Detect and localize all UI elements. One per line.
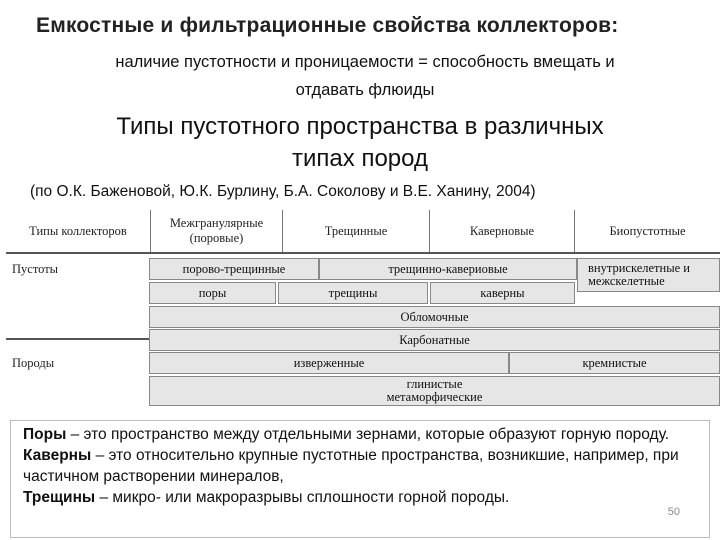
bar-pore-fracture	[149, 258, 319, 280]
definition-pores-term: Поры	[23, 426, 67, 443]
bar-carbonate-label: Карбонатные	[399, 332, 470, 347]
heading-line-1: Типы пустотного пространства в различных	[116, 113, 604, 140]
bar-fractures	[278, 282, 428, 304]
bar-carbonate	[149, 329, 720, 351]
bar-fractures-label: трещины	[328, 285, 378, 300]
bar-siliceous-label: кремнистые	[582, 355, 647, 370]
header-biovoid-label: Биопустотные	[609, 223, 686, 238]
bar-intra-skeletal-line-1: внутрискелетные и	[588, 261, 690, 275]
definition-fractures-term: Трещины	[23, 489, 96, 506]
bar-caverns-label: каверны	[480, 285, 525, 300]
definition-fractures-text: – микро- или макроразрывы сплошности горной породы.	[95, 489, 510, 506]
heading-line-2: типах пород	[292, 145, 428, 172]
bar-fracture-cavern	[319, 258, 577, 280]
definition-caverns-term: Каверны	[23, 447, 92, 464]
bar-igneous-label: изверженные	[293, 355, 365, 370]
definition-caverns-text: – это относительно крупные пустотные пространства, возникшие, например, при частичном растворении минералов,	[23, 447, 679, 485]
subtitle-line-1: наличие пустотности и проницаемости = способность вмещать и	[115, 53, 615, 71]
definition-pores	[23, 424, 701, 445]
header-fractured	[283, 210, 430, 252]
slide-subtitle	[20, 48, 710, 104]
bar-clastic-label: Обломочные	[400, 309, 469, 324]
bar-clastic	[149, 306, 720, 328]
row-label-voids: Пустоты	[12, 262, 59, 276]
bar-fracture-cavern-label: трещинно-кавериовые	[388, 261, 508, 276]
bar-clayey-line-2: метаморфические	[386, 390, 483, 404]
bar-caverns	[430, 282, 575, 304]
bar-clayey-metamorphic	[149, 376, 720, 406]
subtitle-line-2: отдавать флюиды	[295, 81, 435, 99]
header-types-label: Типы коллекторов	[29, 223, 127, 238]
header-cavernous	[430, 210, 575, 252]
header-divider	[6, 252, 720, 254]
header-cavernous-label: Каверновые	[469, 223, 535, 238]
bar-intra-skeletal-line-2: межскелетные	[588, 274, 665, 288]
reservoir-types-diagram	[6, 210, 720, 424]
definition-fractures	[23, 487, 701, 508]
bar-intra-skeletal	[577, 258, 720, 292]
section-heading	[40, 111, 680, 175]
bar-siliceous	[509, 352, 720, 374]
bar-pores-label: поры	[198, 285, 227, 300]
definition-caverns	[23, 445, 701, 487]
row-label-rocks: Породы	[12, 356, 55, 370]
header-biovoid	[575, 210, 720, 252]
header-fractured-label: Трещинные	[324, 223, 388, 238]
bar-igneous	[149, 352, 509, 374]
bar-pores	[149, 282, 276, 304]
header-intergranular	[151, 210, 283, 252]
bar-pore-fracture-label: порово-трещинные	[182, 261, 286, 276]
header-intergranular-line-2: (поровые)	[189, 231, 244, 245]
slide-title: Емкостные и фильтрационные свойства коллекторов:	[36, 14, 619, 37]
authors-citation: (по О.К. Баженовой, Ю.К. Бурлину, Б.А. Соколову и В.Е. Ханину, 2004)	[30, 183, 536, 200]
definition-pores-text: – это пространство между отдельными зернами, которые образуют горную породу.	[66, 426, 670, 443]
header-types	[6, 210, 151, 252]
header-intergranular-line-1: Межгранулярные	[169, 216, 264, 230]
bar-clayey-line-1: глинистые	[406, 377, 463, 391]
page-number: 50	[667, 506, 680, 518]
definitions-box	[10, 420, 710, 538]
